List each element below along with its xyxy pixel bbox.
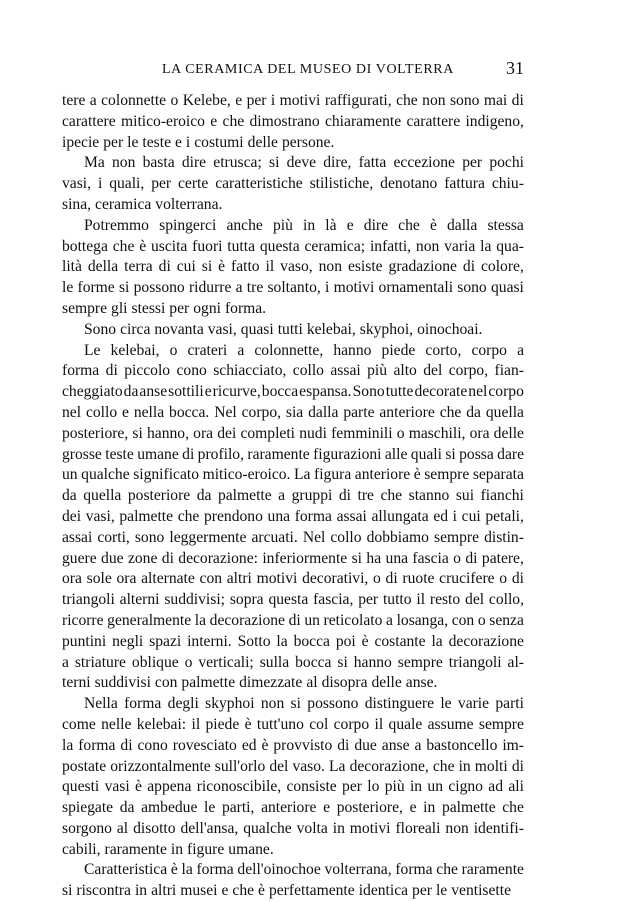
paragraph [62,694,524,860]
text-line: cabili, raramente in figure umane. [62,840,274,858]
paragraph [62,91,524,153]
text-line: Caratteristica è la forma dell'oinochoe volterrana, forma che raramente [84,861,524,879]
text-line: posteriore, si hanno, ora dei completi nudi femminili o maschili, ora delle [62,424,524,442]
paragraph [62,341,524,695]
text-line: carattere mitico-eroico e che dimostrano chiaramente carattere indigeno, [62,112,524,130]
text-line: sempre gli stessi per ogni forma. [62,299,267,317]
text-line: Potremmo spingerci anche più in là e dire che è dalla stessa [84,216,524,234]
text-line: Sono circa novanta vasi, quasi tutti kelebai, skyphoi, oinochoai. [84,320,483,338]
text-line: tere a colonnette o Kelebe, e per i motivi raffigurati, che non sono mai di [62,92,524,109]
text-line: ora sole ora alternate con altri motivi decorativi, o di ruote crucifere o di [62,570,524,588]
text-line: nel collo e nella bocca. Nel corpo, sia dalla parte anteriore che da quella [62,403,524,421]
paragraph [62,216,524,320]
text-line: sina, ceramica volterrana. [62,195,223,213]
text-line: guere due zone di decorazione: inferiormente si ha una fascia o di patere, [62,549,524,567]
text-line: vasi, i quali, per certe caratteristiche stilistiche, denotano fattura chiu- [62,175,524,193]
text-line: come nelle kelebai: il piede è tutt'uno col corpo il quale assume sempre [62,715,524,733]
text-line: Ma non basta dire etrusca; si deve dire, fatta eccezione per pochi [84,154,524,172]
text-line: Le kelebai, o crateri a colonnette, hanno piede corto, corpo a [84,341,524,359]
paragraph [62,860,524,902]
text-line: spiegate da ambedue le parti, anteriore e posteriore, e in palmette che [62,799,524,817]
paragraph [62,153,524,215]
text-line: triangoli alterni suddivisi; sopra questa fascia, per tutto il resto del collo, [62,591,524,609]
text-line: ipecie per le teste e i costumi delle persone. [62,133,335,151]
text-line: puntini negli spazi interni. Sotto la bocca poi è costante la decorazione [62,632,524,650]
text-line: dei vasi, palmette che prendono una forma assai allungata ed i cui petali, [62,507,524,525]
text-line: cheggiato da anse sottili e ricurve, bocca espansa. Sono tutte decorate nel corpo [62,383,524,401]
text-line: Nella forma degli skyphoi non si possono distinguere le varie parti [84,695,524,713]
text-line: sorgono al disotto dell'ansa, qualche volta in motivi floreali non identifi- [62,819,524,837]
text-line: lità della terra di cui si è fatto il vaso, non esiste gradazione di colore, [62,258,524,276]
text-line: le forme si possono ridurre a tre soltanto, i motivi ornamentali sono quasi [62,279,524,297]
text-line: da quella posteriore da palmette a gruppi di tre che stanno sui fianchi [62,487,524,505]
text-line: si riscontra in altri musei e che è perfettamente identica per le ventisette [62,882,511,900]
text-line: terni suddivisi con palmette dimezzate al disopra delle anse. [62,674,438,692]
text-line: un qualche significato mitico-eroico. La figura anteriore è sempre separata [62,466,524,484]
text-line: questi vasi è appena riconoscibile, consiste per lo più in un cigno ad ali [62,778,524,796]
text-line: a striature oblique o verticali; sulla bocca si hanno sempre triangoli al- [62,653,524,671]
page-header [62,58,524,82]
text-line: la forma di cono rovesciato ed è provvisto di due anse a bastoncello im- [62,736,524,754]
text-line: bottega che è uscita fuori tutta questa ceramica; infatti, non varia la qua- [62,237,524,255]
body-text [62,91,524,902]
text-line: assai corti, sono leggermente arcuati. Nel collo dobbiamo sempre distin- [62,528,524,546]
text-line: postate orizzontalmente sull'orlo del vaso. La decorazione, che in molti di [62,757,524,775]
text-line: ricorre generalmente la decorazione di un reticolato a losanga, con o senza [62,611,524,629]
text-line: forma di piccolo cono schiacciato, collo assai più alto del corpo, fian- [62,362,524,380]
paragraph [62,320,524,341]
page-number: 31 [506,58,524,78]
text-line: grosse teste umane di profilo, raramente figurazioni alle quali si possa dare [62,445,524,463]
running-title: LA CERAMICA DEL MUSEO DI VOLTERRA [162,62,454,77]
